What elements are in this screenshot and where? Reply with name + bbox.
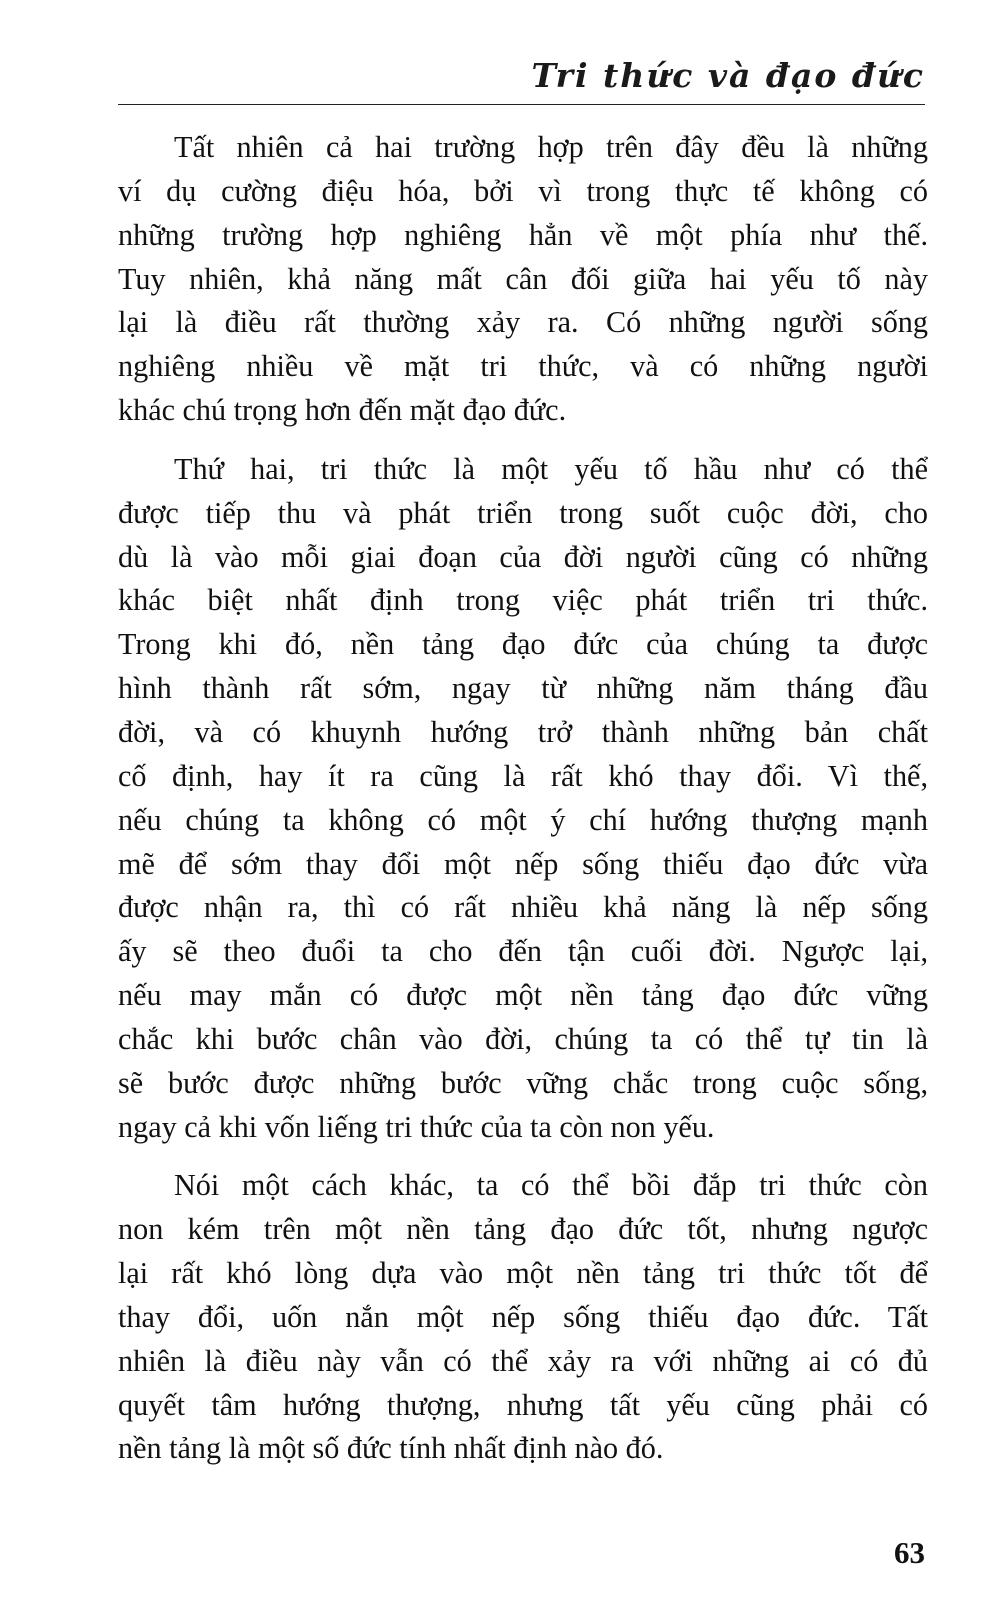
text-line: quyết tâm hướng thượng, nhưng tất yếu cũng phải có [118,1387,928,1422]
text-line: nền tảng là một số đức tính nhất định nào đó. [118,1431,664,1466]
text-line: nếu may mắn có được một nền tảng đạo đức vững [118,978,928,1013]
paragraph-2 [118,448,928,1150]
text-line: dù là vào mỗi giai đoạn của đời người cũng có những [118,539,928,574]
text-line: hình thành rất sớm, ngay từ những năm tháng đầu [118,671,928,706]
text-line: non kém trên một nền tảng đạo đức tốt, nhưng ngược [118,1212,928,1247]
text-line: được tiếp thu và phát triển trong suốt cuộc đời, cho [118,495,928,530]
text-line: khác biệt nhất định trong việc phát triển tri thức. [118,583,928,618]
page-number: 63 [894,1535,925,1570]
text-line: lại là điều rất thường xảy ra. Có những người sống [118,305,928,340]
text-line: mẽ để sớm thay đổi một nếp sống thiếu đạo đức vừa [118,846,928,881]
text-line: những trường hợp nghiêng hẳn về một phía như thế. [118,217,928,252]
text-line: chắc khi bước chân vào đời, chúng ta có thể tự tin là [118,1021,928,1056]
running-header [118,52,925,105]
text-line: Tuy nhiên, khả năng mất cân đối giữa hai yếu tố này [118,261,928,296]
text-line: Trong khi đó, nền tảng đạo đức của chúng ta được [118,627,928,662]
text-line: ví dụ cường điệu hóa, bởi vì trong thực tế không có [118,173,928,208]
paragraph-1 [118,126,928,433]
text-line: được nhận ra, thì có rất nhiều khả năng là nếp sống [118,890,928,925]
text-line: ấy sẽ theo đuổi ta cho đến tận cuối đời. Ngược lại, [118,934,928,969]
text-line: Tất nhiên cả hai trường hợp trên đây đều là những [174,130,928,164]
text-line: Thứ hai, tri thức là một yếu tố hầu như có thể [174,451,928,486]
running-title: Tri thức và đạo đức [531,56,925,95]
text-line: nếu chúng ta không có một ý chí hướng thượng mạnh [118,802,928,837]
text-line: ngay cả khi vốn liếng tri thức của ta còn non yếu. [118,1109,715,1144]
body-text [118,126,928,1486]
text-line: thay đổi, uốn nắn một nếp sống thiếu đạo đức. Tất [118,1299,928,1334]
text-line: cố định, hay ít ra cũng là rất khó thay đổi. Vì thế, [118,758,928,793]
text-line: lại rất khó lòng dựa vào một nền tảng tri thức tốt để [118,1256,928,1291]
text-line: đời, và có khuynh hướng trở thành những bản chất [118,714,928,749]
text-line: Nói một cách khác, ta có thể bồi đắp tri thức còn [174,1168,928,1203]
text-line: khác chú trọng hơn đến mặt đạo đức. [118,393,567,428]
text-line: sẽ bước được những bước vững chắc trong cuộc sống, [118,1065,928,1100]
paragraph-3 [118,1164,928,1471]
text-line: nghiêng nhiều về mặt tri thức, và có những người [118,349,928,384]
text-line: nhiên là điều này vẫn có thể xảy ra với những ai có đủ [118,1343,928,1378]
